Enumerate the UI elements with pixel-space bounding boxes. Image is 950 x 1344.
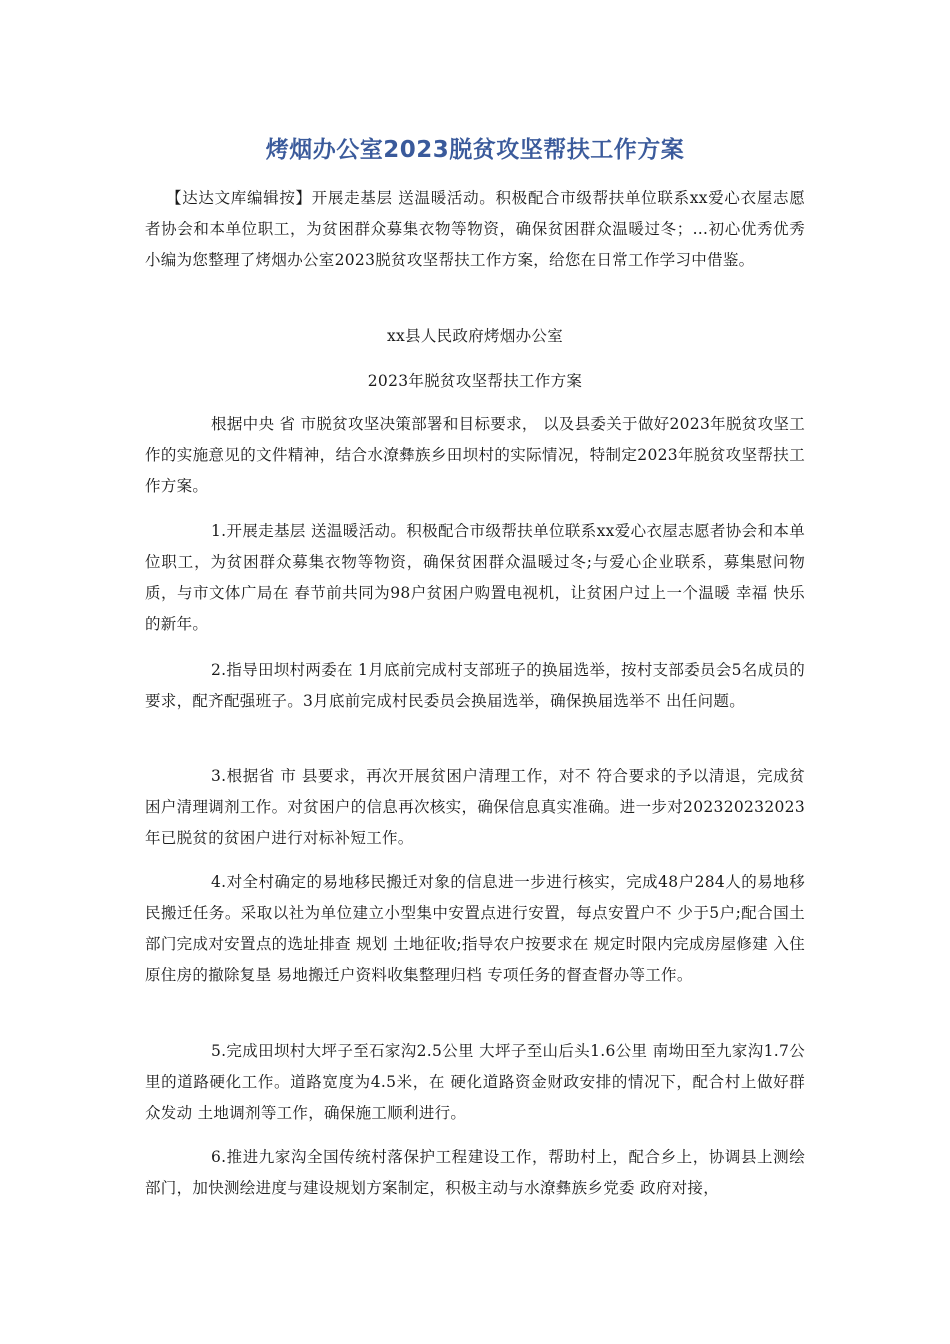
intro-paragraph: 【达达文库编辑按】开展走基层 送温暖活动。积极配合市级帮扶单位联系xx爱心衣屋志愿者协会和本单位职工，为贫困群众募集衣物等物资，确保贫困群众温暖过冬；…初心优秀优秀小编为您整理了烤烟办公室2023脱贫攻坚帮扶工作方案，给您在日常工作学习中借鉴。 xyxy=(145,189,805,269)
item-paragraph-2: 2.指导田坝村两委在 1月底前完成村支部班子的换届选举，按村支部委员会5名成员的要求，配齐配强班子。3月底前完成村民委员会换届选举，确保换届选举不 出任问题。 xyxy=(145,661,805,710)
plan-subtitle: 2023年脱贫攻坚帮扶工作方案 xyxy=(367,372,583,390)
item-paragraph-4: 4.对全村确定的易地移民搬迁对象的信息进一步进行核实，完成48户284人的易地移民搬迁任务。采取以社为单位建立小型集中安置点进行安置，每点安置户不 少于5户;配合国土部门完成对安置点的选址排查 规划 土地征收;指导农户按要求在 规定时限内完成房屋修建 入住 原住房的撤除复垦 易地搬迁户资料收集整理归档 专项任务的督查督办等工作。 xyxy=(145,873,805,984)
organization-line: xx县人民政府烤烟办公室 xyxy=(386,327,564,345)
item-paragraph-3: 3.根据省 市 县要求，再次开展贫困户清理工作，对不 符合要求的予以清退，完成贫困户清理调剂工作。对贫困户的信息再次核实，确保信息真实准确。进一步对202320232023年已脱贫的贫困户进行对标补短工作。 xyxy=(145,767,805,847)
item-paragraph-1: 1.开展走基层 送温暖活动。积极配合市级帮扶单位联系xx爱心衣屋志愿者协会和本单位职工，为贫困群众募集衣物等物资，确保贫困群众温暖过冬;与爱心企业联系，募集慰问物质，与市文体广局在 春节前共同为98户贫困户购置电视机，让贫困户过上一个温暖 幸福 快乐的新年。 xyxy=(145,522,805,633)
preamble-paragraph: 根据中央 省 市脱贫攻坚决策部署和目标要求， 以及县委关于做好2023年脱贫攻坚工作的实施意见的文件精神，结合水潦彝族乡田坝村的实际情况，特制定2023年脱贫攻坚帮扶工作方案。 xyxy=(145,415,805,495)
item-paragraph-6: 6.推进九家沟全国传统村落保护工程建设工作，帮助村上，配合乡上，协调县上测绘部门，加快测绘进度与建设规划方案制定，积极主动与水潦彝族乡党委 政府对接， xyxy=(145,1148,805,1197)
item-paragraph-5: 5.完成田坝村大坪子至石家沟2.5公里 大坪子至山后头1.6公里 南坳田至九家沟1.7公里的道路硬化工作。道路宽度为4.5米，在 硬化道路资金财政安排的情况下，配合村上做好群众发动 土地调剂等工作，确保施工顺利进行。 xyxy=(145,1042,805,1122)
document-title: 烤烟办公室2023脱贫攻坚帮扶工作方案 xyxy=(265,137,685,163)
